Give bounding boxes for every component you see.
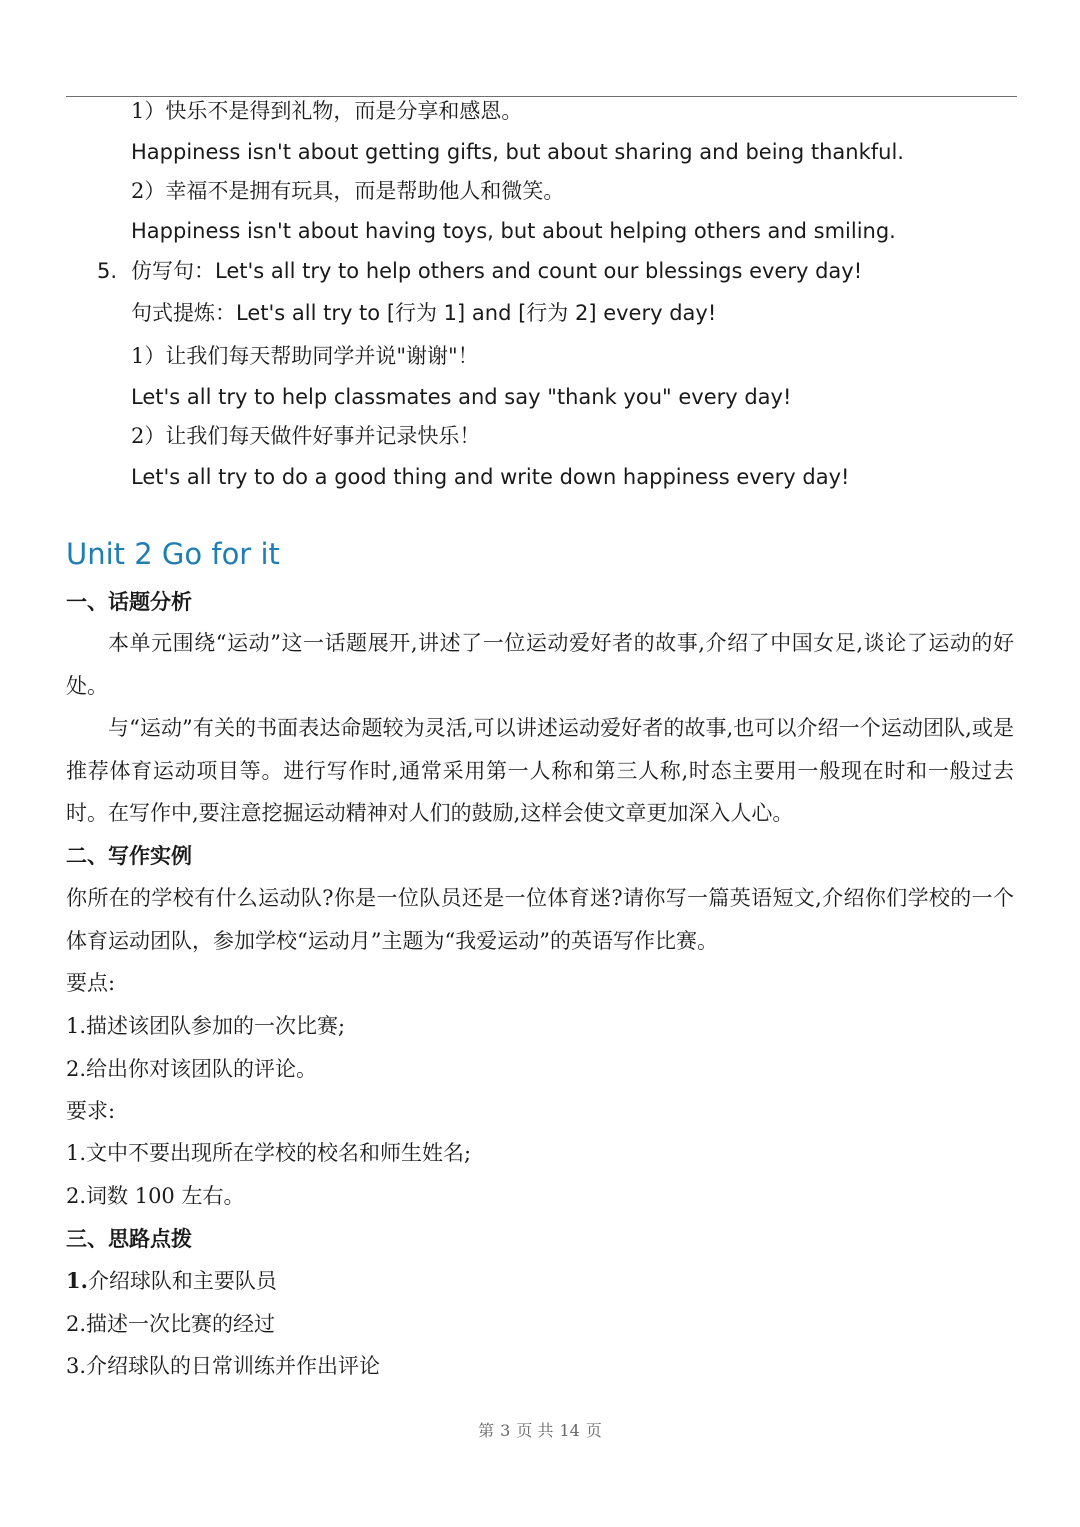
list-number-5: 5.	[97, 259, 118, 283]
topic-paragraph-2: 与“运动”有关的书面表达命题较为灵活,可以讲述运动爱好者的故事,也可以介绍一个运动团队,或是推荐体育运动项目等。进行写作时,通常采用第一人称和第三人称,时态主要用一般现在时和一般过去时。在写作中,要注意挖掘运动精神对人们的鼓励,这样会使文章更加深入人心。	[66, 716, 1014, 825]
approach-item-2	[66, 1311, 275, 1337]
section-heading-approach: 三、思路点拨	[66, 1226, 192, 1251]
approach-item-3	[66, 1353, 380, 1379]
point-item-2: 2.给出你对该团队的评论。	[66, 1057, 318, 1081]
approach-item-2-number: 2.	[66, 1312, 87, 1336]
example-line-cn-2: 2）幸福不是拥有玩具，而是帮助他人和微笑。	[131, 179, 565, 203]
pattern-line	[131, 300, 716, 326]
approach-item-1-text: 介绍球队和主要队员	[87, 1269, 277, 1293]
pattern-example-cn-1: 1）让我们每天帮助同学并说"谢谢"！	[131, 344, 479, 368]
example-line-en-2: Happiness isn't about having toys, but about helping others and smiling.	[131, 219, 896, 243]
approach-item-1	[66, 1268, 277, 1294]
imitation-sentence	[131, 258, 862, 284]
pattern-example-en-1: Let's all try to help classmates and say "thank you" every day!	[131, 385, 792, 409]
requirement-item-1: 1.文中不要出现所在学校的校名和师生姓名;	[66, 1141, 472, 1165]
approach-item-3-number: 3.	[66, 1354, 87, 1378]
example-line-cn-1: 1）快乐不是得到礼物，而是分享和感恩。	[131, 99, 523, 123]
point-item-1: 1.描述该团队参加的一次比赛;	[66, 1014, 346, 1038]
page-footer	[0, 1420, 1080, 1442]
pattern-example-en-2: Let's all try to do a good thing and write down happiness every day!	[131, 465, 850, 489]
pattern-text: Let's all try to [行为 1] and [行为 2] every day!	[236, 301, 717, 325]
requirement-item-2: 2.词数 100 左右。	[66, 1184, 245, 1208]
footer-current-page: 3	[500, 1421, 511, 1440]
pattern-label: 句式提炼：	[131, 301, 236, 325]
imitation-label: 仿写句：	[131, 259, 215, 283]
topic-paragraph-1: 本单元围绕“运动”这一话题展开,讲述了一位运动爱好者的故事,介绍了中国女足,谈论了运动的好处。	[66, 631, 1014, 698]
footer-prefix: 第	[478, 1421, 495, 1440]
unit-title: Unit 2 Go for it	[66, 537, 280, 571]
approach-item-1-number: 1.	[66, 1268, 88, 1293]
header-rule	[66, 96, 1017, 97]
points-label: 要点:	[66, 971, 116, 995]
footer-suffix: 页	[585, 1421, 602, 1440]
example-line-en-1: Happiness isn't about getting gifts, but about sharing and being thankful.	[131, 140, 904, 164]
writing-prompt: 你所在的学校有什么运动队?你是一位队员还是一位体育迷?请你写一篇英语短文,介绍你们学校的一个体育运动团队，参加学校“运动月”主题为“我爱运动”的英语写作比赛。	[66, 886, 1014, 953]
pattern-example-cn-2: 2）让我们每天做件好事并记录快乐！	[131, 424, 481, 448]
section-heading-writing-example: 二、写作实例	[66, 843, 192, 868]
approach-item-2-text: 描述一次比赛的经过	[86, 1312, 276, 1336]
approach-item-3-text: 介绍球队的日常训练并作出评论	[86, 1354, 381, 1378]
footer-mid: 页 共	[516, 1421, 554, 1440]
requirements-label: 要求:	[66, 1099, 116, 1123]
section-heading-topic-analysis: 一、话题分析	[66, 589, 192, 614]
imitation-sentence-text: Let's all try to help others and count our blessings every day!	[215, 259, 863, 283]
footer-total-pages: 14	[559, 1421, 580, 1440]
